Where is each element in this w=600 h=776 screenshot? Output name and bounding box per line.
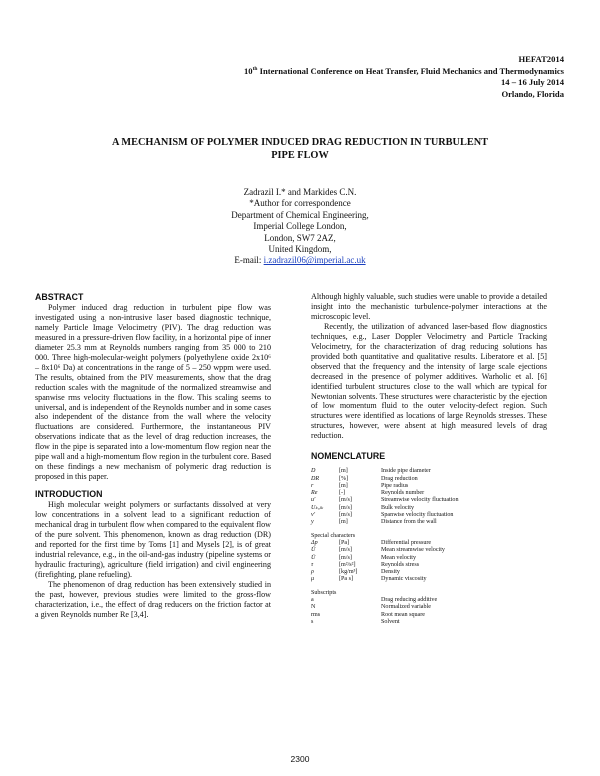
nomenclature-row bbox=[311, 476, 459, 483]
description: Reynolds stress bbox=[381, 561, 420, 568]
unit: [m/s] bbox=[339, 547, 352, 554]
unit: [kg/m³] bbox=[339, 569, 358, 576]
conference-ordinal: 10 bbox=[244, 65, 253, 76]
introduction-heading: INTRODUCTION bbox=[35, 489, 103, 500]
nomenclature-row bbox=[311, 555, 445, 562]
paper-title bbox=[60, 137, 540, 162]
symbol: ρ bbox=[311, 569, 314, 576]
unit: [m/s] bbox=[339, 504, 352, 511]
introduction-paragraph: High molecular weight polymers or surfactants dissolved at very low concentrations in a solvent lead to a significant reduction of mechanical drag in turbulent flow when compared to the equivalent flow of the pure solvent. This phenomenon, known as drag reduction (DR) and reported for the first time by Toms [1] and Mysels [2], is of great industrial relevance, e.g., in the oil-and-gas industry (pipeline systems or hydraulic fracturing), agriculture (field irrigation) and civil engineering (firefighting, plane refueling). bbox=[35, 500, 271, 579]
author-block bbox=[150, 187, 450, 267]
symbol: y bbox=[311, 519, 314, 526]
title-line-2: PIPE FLOW bbox=[271, 149, 329, 161]
nomenclature-row bbox=[311, 468, 459, 475]
unit: [m/s] bbox=[339, 554, 352, 561]
special-characters-table bbox=[311, 540, 445, 584]
right-column bbox=[311, 292, 547, 626]
unit: [-] bbox=[339, 490, 346, 497]
symbol: Uₖᵤₗₖ bbox=[311, 504, 324, 511]
symbol: v′ bbox=[311, 512, 316, 519]
nomenclature-row bbox=[311, 604, 437, 611]
nomenclature-row bbox=[311, 569, 445, 576]
unit: [m/s] bbox=[339, 512, 352, 519]
symbol: r bbox=[311, 482, 314, 489]
nomenclature-row bbox=[311, 619, 437, 626]
affiliation-line: United Kingdom, bbox=[268, 244, 332, 255]
symbol: μ bbox=[311, 576, 315, 583]
nomenclature-row bbox=[311, 547, 445, 554]
nomenclature-row bbox=[311, 612, 437, 619]
subscripts-heading: Subscripts bbox=[311, 589, 337, 596]
nomenclature-row bbox=[311, 505, 459, 512]
description: Spanwise velocity fluctuation bbox=[381, 512, 454, 519]
description: Density bbox=[381, 569, 400, 576]
description: Mean velocity bbox=[381, 554, 417, 561]
description: Inside pipe diameter bbox=[381, 468, 431, 475]
nomenclature-row bbox=[311, 483, 459, 490]
description: Bulk velocity bbox=[381, 504, 415, 511]
description: Differential pressure bbox=[381, 539, 432, 546]
body-paragraph: Although highly valuable, such studies were unable to provide a detailed insight into the mechanistic turbulence-polymer interactions at the microscopic level. bbox=[311, 292, 547, 321]
description: Streamwise velocity fluctuation bbox=[381, 497, 459, 504]
conference-header bbox=[104, 54, 564, 100]
description: Solvent bbox=[381, 618, 400, 625]
conference-dates: 14 – 16 July 2014 bbox=[500, 77, 564, 87]
email-line bbox=[150, 255, 450, 266]
symbol: Ū bbox=[311, 554, 316, 561]
nomenclature-heading: NOMENCLATURE bbox=[311, 451, 386, 462]
nomenclature-table bbox=[311, 468, 459, 526]
description: Drag reduction bbox=[381, 475, 418, 482]
conference-acronym: HEFAT2014 bbox=[518, 54, 564, 64]
symbol: Ū bbox=[311, 547, 316, 554]
unit: [Pa s] bbox=[339, 576, 354, 583]
description: Drag reducing additive bbox=[381, 597, 438, 604]
symbol: s bbox=[311, 618, 314, 625]
symbol: a bbox=[311, 597, 314, 604]
unit: [m/s] bbox=[339, 497, 352, 504]
nomenclature-row bbox=[311, 576, 445, 583]
unit: [Pa] bbox=[339, 539, 350, 546]
left-column bbox=[35, 292, 271, 620]
unit: [m] bbox=[339, 468, 348, 475]
unit: [m] bbox=[339, 519, 348, 526]
nomenclature-row bbox=[311, 562, 445, 569]
special-characters-heading: Special characters bbox=[311, 532, 356, 539]
symbol: u′ bbox=[311, 497, 316, 504]
affiliation-line: Department of Chemical Engineering, bbox=[231, 209, 369, 220]
subscripts-table bbox=[311, 597, 437, 626]
conference-location: Orlando, Florida bbox=[501, 88, 564, 99]
page-number: 2300 bbox=[290, 754, 310, 764]
unit: [m²/s²] bbox=[339, 561, 356, 568]
nomenclature-row bbox=[311, 597, 437, 604]
symbol: rms bbox=[311, 611, 321, 618]
nomenclature-row bbox=[311, 540, 445, 547]
conference-ordinal-suffix: th bbox=[252, 65, 258, 72]
nomenclature-row bbox=[311, 519, 459, 526]
abstract-heading: ABSTRACT bbox=[35, 292, 84, 302]
conference-name bbox=[104, 66, 564, 78]
body-paragraph: Recently, the utilization of advanced laser-based flow diagnostics techniques, e.g., Laser Doppler Velocimetry and Particle Tracking Velocimetry, for the characterization of drag reducing solutions has provided both quantitative and qualitative results. Liberatore et al. [5] observed that the frequency and the intensity of large scale ejections decreased in the presence of polymer additives. Warholic et al. [6] identified turbulent structures close to the wall which are typical for Newtonian solvents. These structures were characteristic by the ejection of low momentum fluid to the outer velocity-defect region. Such structures were identified as locations of large Reynolds stresses. These structures, however, were absent at high measured levels of drag reduction. bbox=[311, 321, 547, 441]
symbol: DR bbox=[311, 475, 320, 482]
email-link[interactable]: i.zadrazil06@imperial.ac.uk bbox=[263, 255, 366, 266]
author-names: Zadrazil I.* and Markides C.N. bbox=[243, 187, 357, 197]
symbol: τ bbox=[311, 561, 314, 568]
affiliation-line: London, SW7 2AZ, bbox=[264, 232, 336, 243]
email-label: E-mail: bbox=[234, 255, 264, 266]
description: Root mean square bbox=[381, 611, 425, 618]
introduction-paragraph: The phenomenon of drag reduction has been extensively studied in the past, however, previous studies were limited to the gross-flow characterization, i.e., the effect of drag reducers on the friction factor at a given Reynolds number Re [3,4]. bbox=[35, 579, 271, 619]
symbol: D bbox=[311, 468, 316, 475]
description: Mean streamwise velocity bbox=[381, 547, 445, 554]
description: Dynamic viscosity bbox=[381, 576, 427, 583]
unit: [m] bbox=[339, 482, 348, 489]
description: Normalized variable bbox=[381, 604, 431, 611]
affiliation-line: Imperial College London, bbox=[253, 221, 347, 232]
correspondence-note: *Author for correspondence bbox=[249, 198, 351, 209]
description: Pipe radius bbox=[381, 482, 409, 489]
conference-title: International Conference on Heat Transfer, Fluid Mechanics and Thermodynamics bbox=[257, 65, 564, 76]
title-line-1: A MECHANISM OF POLYMER INDUCED DRAG REDUCTION IN TURBULENT bbox=[111, 137, 489, 148]
nomenclature-section bbox=[311, 451, 547, 626]
symbol: N bbox=[311, 604, 316, 611]
symbol: Δp bbox=[311, 539, 318, 546]
symbol: Re bbox=[311, 490, 318, 497]
abstract-text: Polymer induced drag reduction in turbulent pipe flow was investigated using a non-intrusive laser based diagnostic technique, namely Particle Image Velocimetry (PIV). The drag reduction was measured in a pressure-driven flow facility, in a horizontal pipe of inner diameter 25.3 mm at Reynolds numbers ranging from 35 000 to 210 000. Three high-molecular-weight polymers (polyethylene oxide 2x10⁶ – 8x10⁶ Da) at concentrations in the range of 5 – 250 wppm were used. The results, obtained from the PIV measurements, show that the drag reduction scales with the magnitude of the normalized streamwise and spanwise rms velocity fluctuations in the flow. This scaling seems to universal, and is independent of the Reynolds number and in some cases also independent of the distance from the wall where the velocity fluctuations are considered. Furthermore, the instantaneous PIV observations indicate that as the level of drag reduction increases, the flow in the pipe is separated into a low-momentum flow region near the pipe wall and a high-momentum flow region in the turbulent core. Based on these findings a new mechanism of polymeric drag reduction is proposed in this paper. bbox=[35, 303, 272, 482]
description: Reynolds number bbox=[381, 490, 425, 497]
nomenclature-row bbox=[311, 497, 459, 504]
unit: [%] bbox=[339, 475, 349, 482]
description: Distance from the wall bbox=[381, 519, 437, 526]
